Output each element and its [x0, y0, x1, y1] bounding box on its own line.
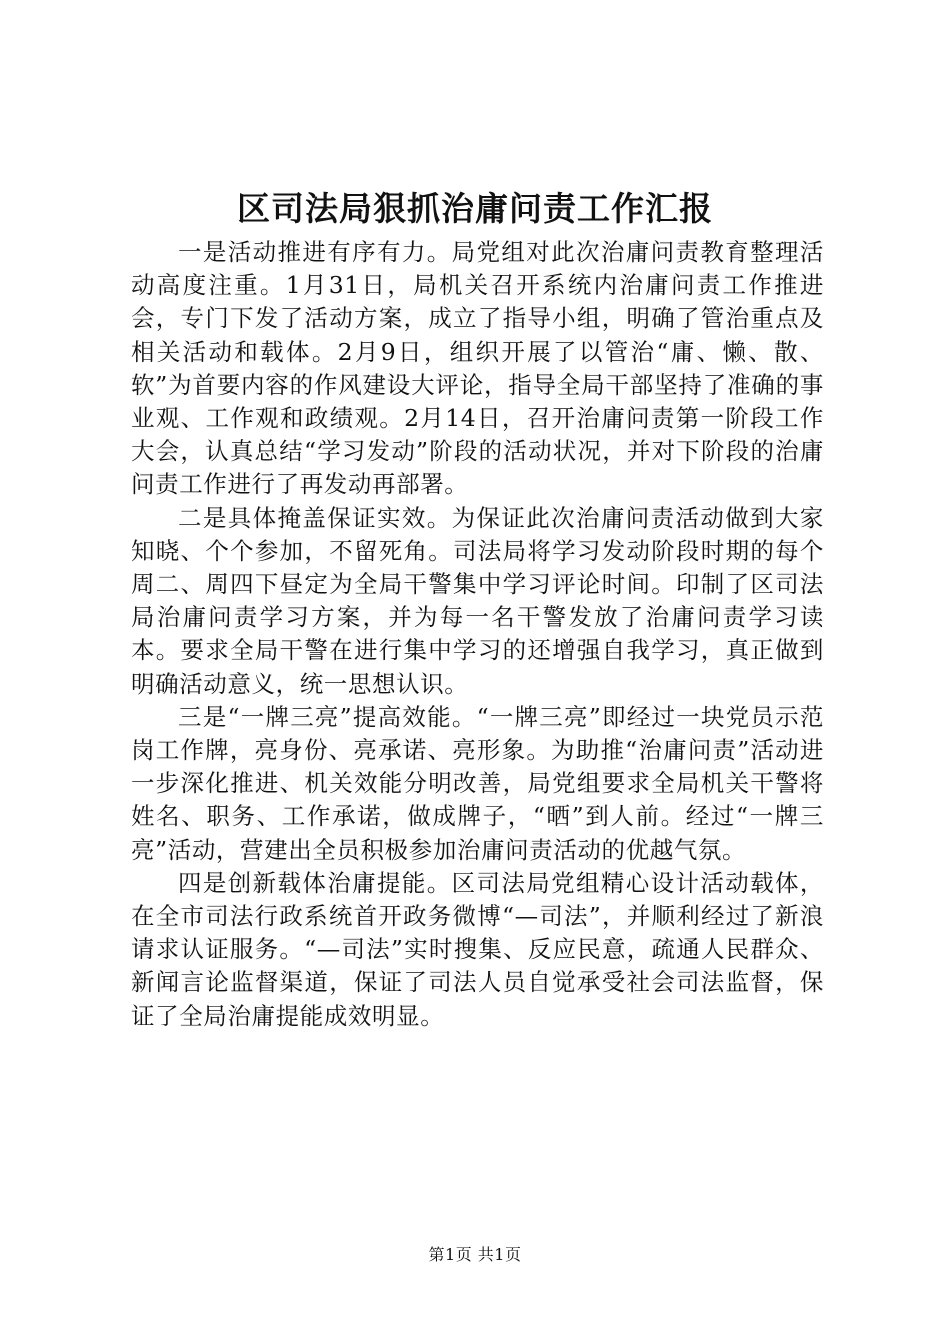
- document-title: 区司法局狠抓治庸问责工作汇报: [237, 189, 713, 228]
- document-body: [131, 236, 824, 1033]
- paragraph-3: 三是“一牌三亮”提高效能。“一牌三亮”即经过一块党员示范岗工作牌，亮身份、亮承诺、亮形象。为助推“治庸问责”活动进一步深化推进、机关效能分明改善，局党组要求全局机关干警将姓名、职务、工作承诺，做成牌子，“晒”到人前。经过“一牌三亮”活动，营建出全员积极参加治庸问责活动的优越气氛。: [131, 702, 824, 864]
- paragraph-2: 二是具体掩盖保证实效。为保证此次治庸问责活动做到大家知晓、个个参加，不留死角。司法局将学习发动阶段时期的每个周二、周四下昼定为全局干警集中学习评论时间。印制了区司法局治庸问责学习方案，并为每一名干警发放了治庸问责学习读本。要求全局干警在进行集中学习的还增强自我学习，真正做到明确活动意义，统一思想认识。: [131, 503, 824, 698]
- page-number-footer: 第1页 共1页: [428, 1245, 522, 1264]
- paragraph-4: 四是创新载体治庸提能。区司法局党组精心设计活动载体，在全市司法行政系统首开政务微博“—司法”，并顺利经过了新浪请求认证服务。“—司法”实时搜集、反应民意，疏通人民群众、新闻言论监督渠道，保证了司法人员自觉承受社会司法监督，保证了全局治庸提能成效明显。: [131, 868, 824, 1030]
- paragraph-1: 一是活动推进有序有力。局党组对此次治庸问责教育整理活动高度注重。1月31日，局机关召开系统内治庸问责工作推进会，专门下发了活动方案，成立了指导小组，明确了管治重点及相关活动和载体。2月9日，组织开展了以管治“庸、懒、散、软”为首要内容的作风建设大评论，指导全局干部坚持了准确的事业观、工作观和政绩观。2月14日，召开治庸问责第一阶段工作大会，认真总结“学习发动”阶段的活动状况，并对下阶段的治庸问责工作进行了再发动再部署。: [131, 238, 824, 499]
